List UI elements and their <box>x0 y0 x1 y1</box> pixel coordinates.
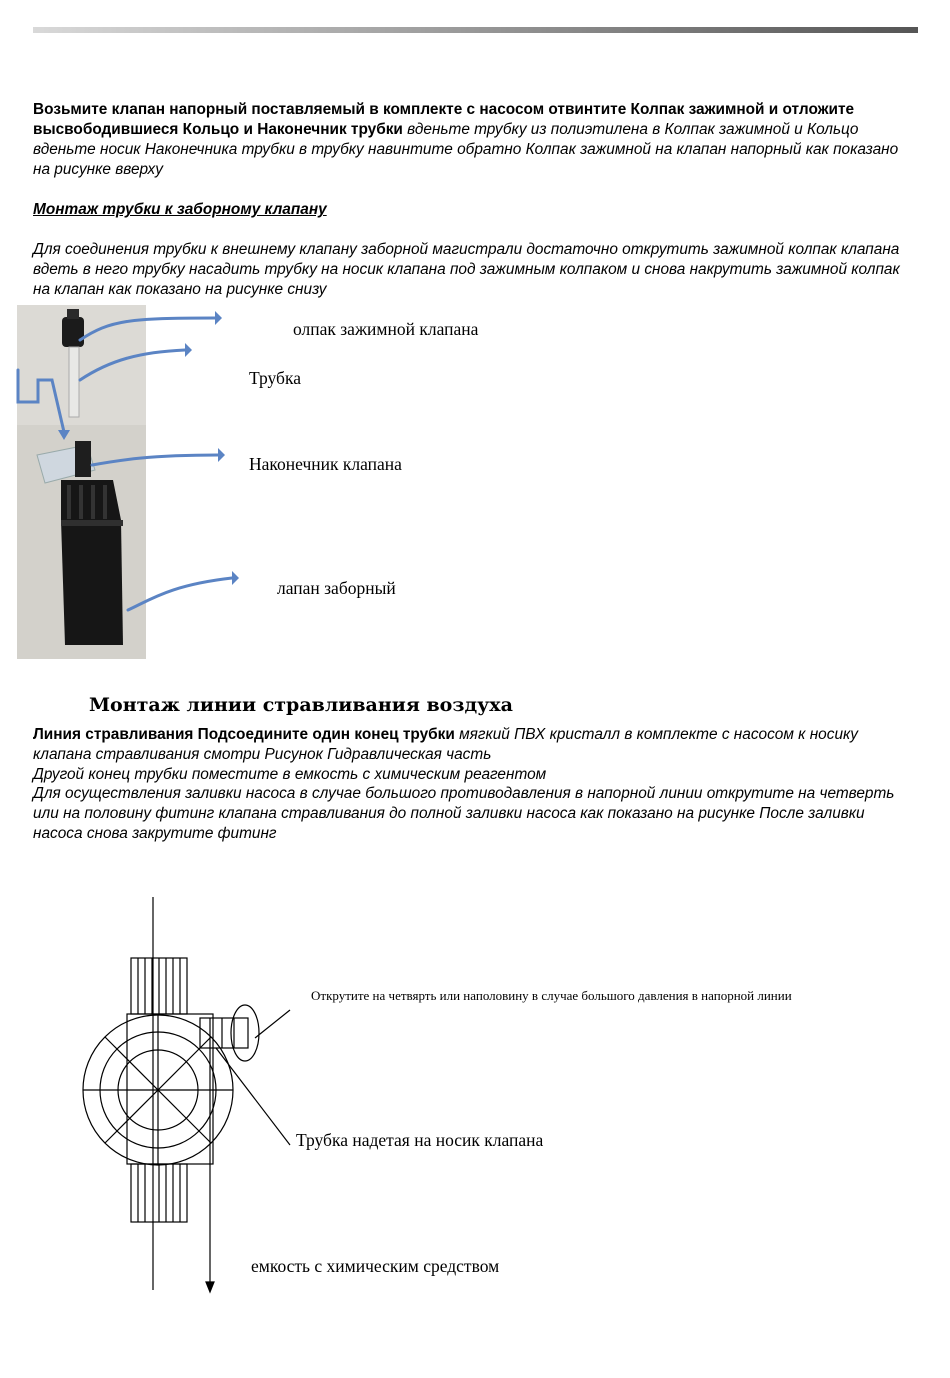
label-valve: лапан заборный <box>277 578 396 598</box>
label-tip: Наконечник клапана <box>249 454 402 474</box>
bleed-section-title: Монтаж линии стравливания воздуха <box>89 694 513 716</box>
bleed-bold-text: Линия стравливания Подсоедините один конец трубки <box>33 726 455 743</box>
bleed-italic-text: мягкий ПВХ кристалл в комплекте с насосом к носику клапана стравливания смотри Рисунок Гидравлическая часть <box>33 726 858 763</box>
label-tube-on-nozzle: Трубка надетая на носик клапана <box>296 1130 544 1150</box>
label-unscrew: Открутите на четвярть или наполовину в случае большого давления в напорной линии <box>311 988 792 1003</box>
bleed-paragraph-3: Для осуществления заливки насоса в случае большого противодавления в напорной линии открутите на четверть или на половину фитинг клапана стравливания до полной заливки насоса как показано на рисунке После заливки насоса снова закрутите фитинг <box>33 785 895 842</box>
label-tube: Трубка <box>249 368 301 388</box>
label-cap: олпак зажимной клапана <box>293 319 479 339</box>
intro-italic-text: вденьте трубку из полиэтилена в Колпак зажимной и Кольцо вденьте носик Наконечника трубки в трубку навинтите обратно Колпак зажимной на клапан напорный как показано на рисунке вверху <box>33 121 899 178</box>
intake-heading: Монтаж трубки к заборному клапану <box>33 201 327 218</box>
label-container: емкость с химическим средством <box>251 1256 500 1276</box>
bleed-paragraph-2: Другой конец трубки поместите в емкость с химическим реагентом <box>33 766 547 783</box>
intro-bold-text: Возьмите клапан напорный поставляемый в комплекте с насосом отвинтите Колпак зажимной и отложите высвободившиеся Кольцо и Наконечник трубки <box>33 101 855 138</box>
intake-paragraph: Для соединения трубки к внешнему клапану заборной магистрали достаточно открутить зажимной колпак клапана вдеть в него трубку насадить трубку на носик клапана под зажимным колпаком и снова накрутить зажимной колпак на клапан как показано на рисунке снизу <box>33 241 900 298</box>
